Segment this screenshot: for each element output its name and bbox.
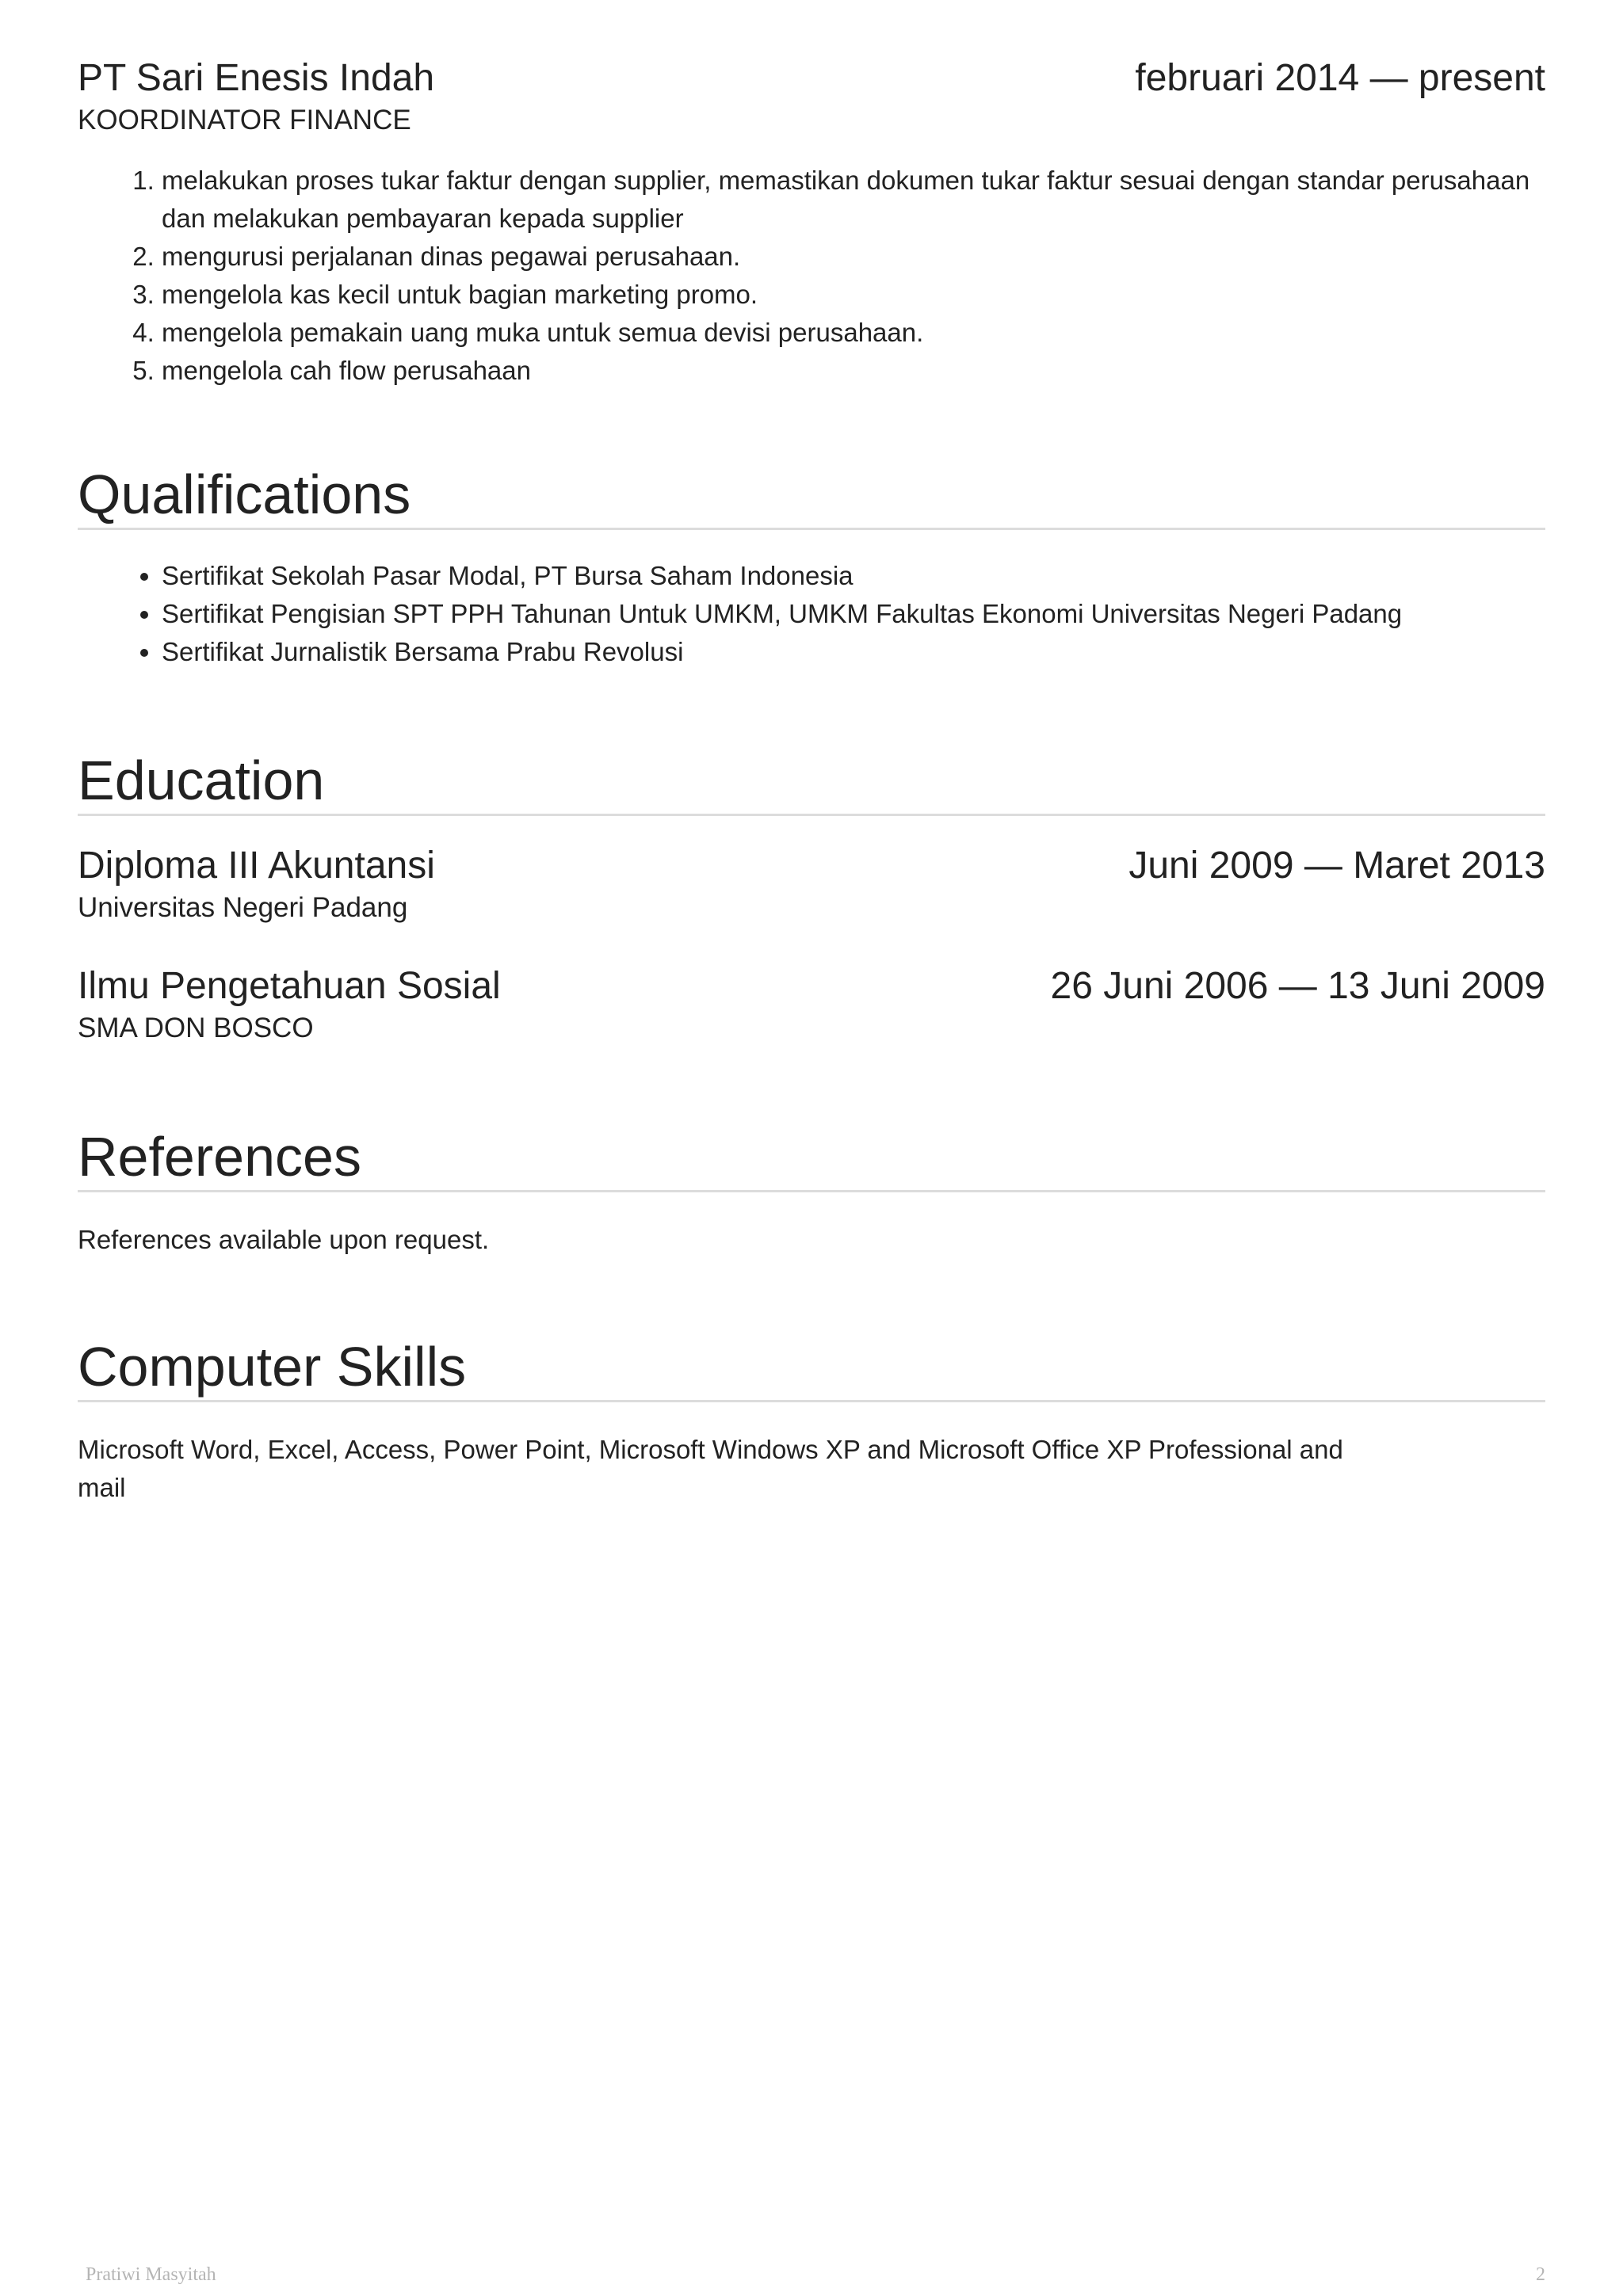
education-header xyxy=(78,963,1545,1009)
footer-name: Pratiwi Masyitah xyxy=(86,2264,216,2285)
duty-item: 3. mengelola kas kecil untuk bagian marketing promo. xyxy=(162,276,1545,314)
page-footer xyxy=(86,2264,1545,2286)
education-school: SMA DON BOSCO xyxy=(78,1013,314,1043)
education-period: 26 Juni 2006 — 13 Juni 2009 xyxy=(1050,965,1545,1007)
qualifications-list xyxy=(78,557,1545,671)
job-position: KOORDINATOR FINANCE xyxy=(78,105,411,135)
resume-page xyxy=(78,55,1545,1507)
job-duties-list xyxy=(78,162,1545,390)
qualification-item: • Sertifikat Pengisian SPT PPH Tahunan Untuk UMKM, UMKM Fakultas Ekonomi Universitas Negeri Padang xyxy=(162,595,1545,633)
education-heading: Education xyxy=(78,749,1545,816)
duty-item: 2. mengurusi perjalanan dinas pegawai perusahaan. xyxy=(162,238,1545,276)
computer-skills-text: Microsoft Word, Excel, Access, Power Point, Microsoft Windows XP and Microsoft Office XP Professional and mail xyxy=(78,1435,1343,1502)
job-entry xyxy=(78,55,1545,390)
page-number: 2 xyxy=(1536,2264,1545,2285)
qualification-item: • Sertifikat Sekolah Pasar Modal, PT Bursa Saham Indonesia xyxy=(162,557,1545,595)
education-period: Juni 2009 — Maret 2013 xyxy=(1128,845,1545,887)
education-degree: Ilmu Pengetahuan Sosial xyxy=(78,965,501,1007)
education-entry xyxy=(78,843,1545,927)
job-header xyxy=(78,55,1545,101)
job-period: februari 2014 — present xyxy=(1135,57,1545,99)
education-school: Universitas Negeri Padang xyxy=(78,892,408,923)
education-degree: Diploma III Akuntansi xyxy=(78,845,435,887)
duty-item: 4. mengelola pemakain uang muka untuk semua devisi perusahaan. xyxy=(162,314,1545,352)
computer-skills-heading: Computer Skills xyxy=(78,1335,1545,1402)
references-heading: References xyxy=(78,1125,1545,1192)
duty-item: 1. melakukan proses tukar faktur dengan supplier, memastikan dokumen tukar faktur sesuai dengan standar perusahaan dan melakukan pembayaran kepada supplier xyxy=(162,162,1545,238)
references-text: References available upon request. xyxy=(78,1225,490,1254)
qualification-item: • Sertifikat Jurnalistik Bersama Prabu Revolusi xyxy=(162,633,1545,671)
qualifications-heading: Qualifications xyxy=(78,463,1545,530)
education-entry xyxy=(78,963,1545,1047)
duty-item: 5. mengelola cah flow perusahaan xyxy=(162,352,1545,390)
education-header xyxy=(78,843,1545,889)
company-name: PT Sari Enesis Indah xyxy=(78,57,435,99)
